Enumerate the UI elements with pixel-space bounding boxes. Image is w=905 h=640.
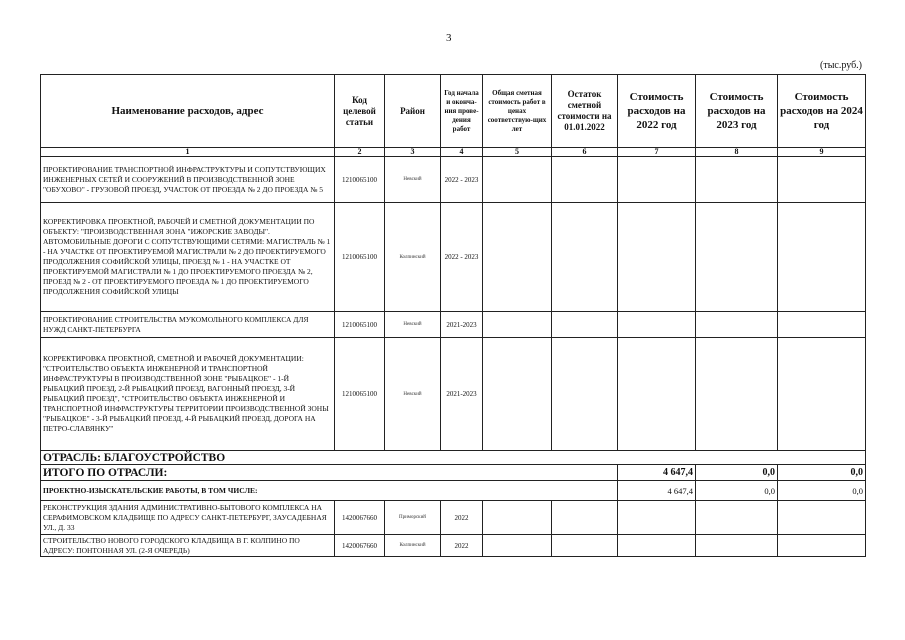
row-code: 1420067660	[335, 501, 385, 535]
row-code: 1420067660	[335, 535, 385, 557]
total-2022: 4 647,4	[618, 465, 696, 481]
column-number: 7	[618, 148, 696, 157]
table-row	[41, 312, 866, 338]
row-name: ПРОЕКТИРОВАНИЕ СТРОИТЕЛЬСТВА МУКОМОЛЬНОГО КОМПЛЕКСА ДЛЯ НУЖД САНКТ-ПЕТЕРБУРГА	[41, 312, 335, 338]
header-name: Наименование расходов, адрес	[41, 75, 335, 148]
column-number: 9	[778, 148, 866, 157]
branch-row	[41, 451, 866, 465]
row-name: СТРОИТЕЛЬСТВО НОВОГО ГОРОДСКОГО КЛАДБИЩА В Г. КОЛПИНО ПО АДРЕСУ: ПОНТОННАЯ УЛ. (2-Я ОЧЕРЕДЬ)	[41, 535, 335, 557]
units-label: (тыс.руб.)	[820, 60, 863, 71]
column-number: 4	[441, 148, 483, 157]
header-cost-2024: Стоимость расходов на 2024 год	[778, 75, 866, 148]
column-number: 1	[41, 148, 335, 157]
row-period: 2021-2023	[441, 312, 483, 338]
row-district: Приморский	[385, 501, 441, 535]
subtotal-2024: 0,0	[778, 481, 866, 501]
branch-title: ОТРАСЛЬ: БЛАГОУСТРОЙСТВО	[41, 451, 866, 465]
row-district: Колпинский	[385, 535, 441, 557]
header-cost-2022: Стоимость расходов на 2022 год	[618, 75, 696, 148]
row-code: 1210065100	[335, 157, 385, 203]
row-period: 2022 - 2023	[441, 203, 483, 312]
subtotal-2022: 4 647,4	[618, 481, 696, 501]
table-header-row	[41, 75, 866, 148]
row-period: 2022 - 2023	[441, 157, 483, 203]
row-district: Колпинский	[385, 203, 441, 312]
row-code: 1210065100	[335, 203, 385, 312]
table-row	[41, 338, 866, 451]
total-label: ИТОГО ПО ОТРАСЛИ:	[41, 465, 618, 481]
header-total-cost: Общая сметная стоимость работ в ценах соответствую-щих лет	[483, 75, 552, 148]
row-period: 2022	[441, 535, 483, 557]
header-period: Год начала и оконча-ния прове-дения работ	[441, 75, 483, 148]
row-name: КОРРЕКТИРОВКА ПРОЕКТНОЙ, СМЕТНОЙ И РАБОЧЕЙ ДОКУМЕНТАЦИИ: "СТРОИТЕЛЬСТВО ОБЪЕКТА ИНЖЕНЕРНОЙ И ТРАНСПОРТНОЙ ИНФРАСТРУКТУРЫ В ПРОИЗВОДСТВЕННОЙ ЗОНЕ "РЫБАЦКОЕ" - 1-Й РЫБАЦКИЙ ПРОЕЗД, 2-Й РЫБАЦКИЙ ПРОЕЗД, ВАГОННЫЙ ПРОЕЗД, 3-Й РЫБАЦКИЙ ПРОЕЗД", "СТРОИТЕЛЬСТВО ОБЪЕКТА ИНЖЕНЕРНОЙ И ТРАНСПОРТНОЙ ИНФРАСТРУКТУРЫ ТЕРРИТОРИИ ПРОИЗВОДСТВЕННОЙ ЗОНЫ "РЫБАЦКОЕ" - 3-Й РЫБАЦКИЙ ПРОЕЗД, 4-Й РЫБАЦКИЙ ПРОЕЗД, ДОРОГА НА ПЕТРО-СЛАВЯНКУ"	[41, 338, 335, 451]
row-district: Невский	[385, 157, 441, 203]
column-number: 5	[483, 148, 552, 157]
row-district: Невский	[385, 312, 441, 338]
column-number: 8	[696, 148, 778, 157]
row-period: 2021-2023	[441, 338, 483, 451]
header-cost-2023: Стоимость расходов на 2023 год	[696, 75, 778, 148]
row-code: 1210065100	[335, 312, 385, 338]
table-row	[41, 203, 866, 312]
column-number: 6	[552, 148, 618, 157]
column-number: 3	[385, 148, 441, 157]
header-district: Район	[385, 75, 441, 148]
row-name: ПРОЕКТИРОВАНИЕ ТРАНСПОРТНОЙ ИНФРАСТРУКТУРЫ И СОПУТСТВУЮЩИХ ИНЖЕНЕРНЫХ СЕТЕЙ И СООРУЖЕНИЙ В ПРОИЗВОДСТВЕННОЙ ЗОНЕ "ОБУХОВО" - ГРУЗОВОЙ ПРОЕЗД, УЧАСТОК ОТ ПРОЕЗДА № 2 ДО ПРОЕЗДА № 5	[41, 157, 335, 203]
subtotal-2023: 0,0	[696, 481, 778, 501]
row-name: КОРРЕКТИРОВКА ПРОЕКТНОЙ, РАБОЧЕЙ И СМЕТНОЙ ДОКУМЕНТАЦИИ ПО ОБЪЕКТУ: "ПРОИЗВОДСТВЕННАЯ ЗОНА "ИЖОРСКИЕ ЗАВОДЫ". АВТОМОБИЛЬНЫЕ ДОРОГИ С СОПУТСТВУЮЩИМИ СЕТЯМИ: МАГИСТРАЛЬ № 1 - НА УЧАСТКЕ ОТ ПРОЕКТИРУЕМОЙ МАГИСТРАЛИ № 2 ДО ПРОЕКТИРУЕМОГО ПРОДОЛЖЕНИЯ СОФИЙСКОЙ УЛИЦЫ, ПРОЕЗД № 1 - НА УЧАСТКЕ ОТ ПРОЕКТИРУЕМОЙ МАГИСТРАЛИ № 1 ДО ПРОЕКТИРУЕМОГО ПРОЕЗДА № 2, ПРОЕЗД № 2 - ОТ ПРОЕКТИРУЕМОГО ПРОЕЗДА № 1 ДО ПРОЕКТИРУЕМОГО ПРОДОЛЖЕНИЯ СОФИЙСКОЙ УЛИЦЫ	[41, 203, 335, 312]
row-district: Невский	[385, 338, 441, 451]
row-name: РЕКОНСТРУКЦИЯ ЗДАНИЯ АДМИНИСТРАТИВНО-БЫТОВОГО КОМПЛЕКСА НА СЕРАФИМОВСКОМ КЛАДБИЩЕ ПО АДРЕСУ САНКТ-ПЕТЕРБУРГ, ЗАУСАДЕБНАЯ УЛ., Д. 33	[41, 501, 335, 535]
row-code: 1210065100	[335, 338, 385, 451]
total-2023: 0,0	[696, 465, 778, 481]
total-2024: 0,0	[778, 465, 866, 481]
table-row	[41, 535, 866, 557]
table-row	[41, 501, 866, 535]
total-row	[41, 465, 866, 481]
table-row	[41, 157, 866, 203]
header-code: Код целевой статьи	[335, 75, 385, 148]
column-number: 2	[335, 148, 385, 157]
budget-table	[40, 74, 866, 557]
header-remainder: Остаток сметной стоимости на 01.01.2022	[552, 75, 618, 148]
page-number: 3	[446, 32, 452, 44]
column-number-row	[41, 148, 866, 157]
subtotal-row	[41, 481, 866, 501]
row-period: 2022	[441, 501, 483, 535]
subtotal-label: ПРОЕКТНО-ИЗЫСКАТЕЛЬСКИЕ РАБОТЫ, В ТОМ ЧИСЛЕ:	[41, 481, 618, 501]
